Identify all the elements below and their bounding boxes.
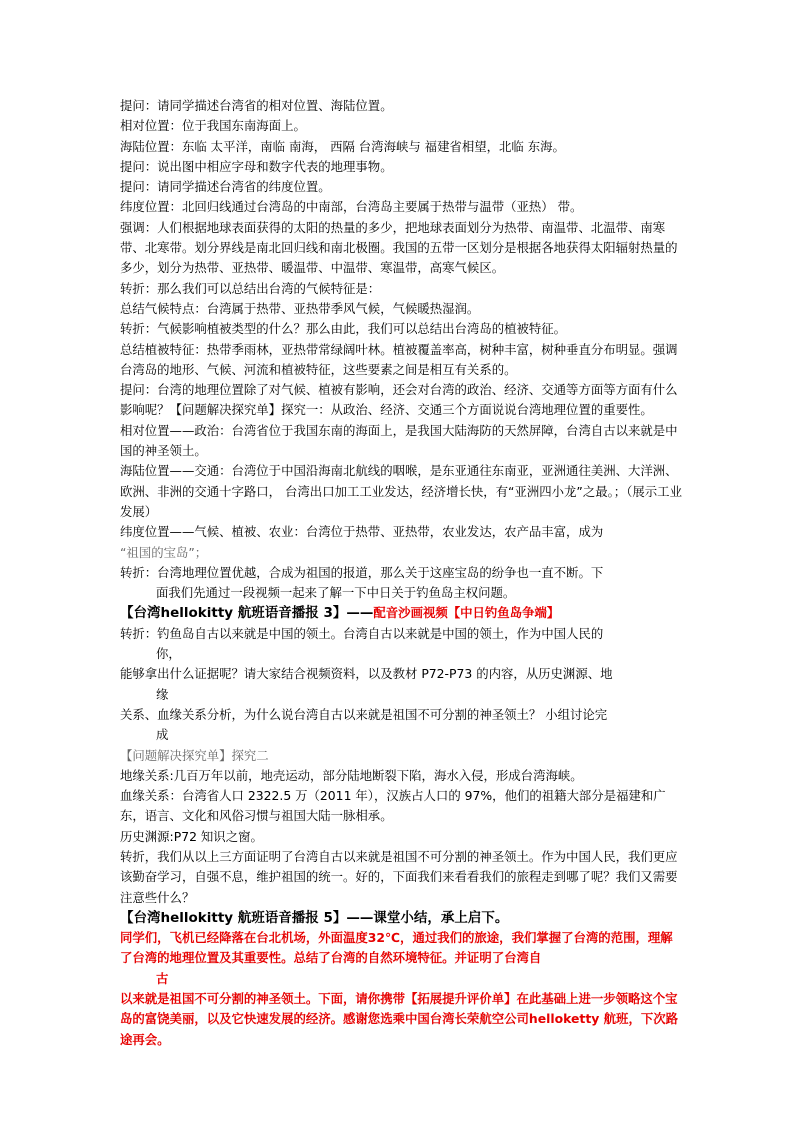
document-page [120,96,682,1050]
transition-line-wrap: 你， [156,646,181,662]
broadcast-3-heading: 【台湾hellokitty 航班语音播报 3】—— [120,605,374,622]
transport-paragraph: 海陆位置——交通：台湾位于中国沿海南北航线的咽喉，是东亚通往东南亚，亚洲通往美洲、大洋洲、欧洲、非洲的交通十字路口， 台湾出口加工工业发达，经济增长快，有“亚洲四小龙”之最。；（展示工业发展） [120,463,682,519]
transition-paragraph: 转折，我们从以上三方面证明了台湾自古以来就是祖国不可分割的神圣领土。作为中国人民，我们更应该勤奋学习，自强不息，维护祖国的统一。好的，下面我们来看看我们的旅程走到哪了呢？我们又需要注意些什么？ [120,848,678,905]
question-line: 提问：说出图中相应字母和数字代表的地理事物。 [120,158,393,174]
transition-line: 转折：钓鱼岛自古以来就是中国的领土。台湾自古以来就是中国的领土，作为中国人民的 [120,625,604,641]
climate-summary-line: 总结气候特点：台湾属于热带、亚热带季风气候，气候暖热湿润。 [120,300,480,316]
inquiry-2-heading: 【问题解决探究单】探究二 [120,747,269,763]
question-line: 能够拿出什么证据呢？请大家结合视频资料，以及教材 P72-P73 的内容，从历史渊源、地 [120,666,613,682]
geo-relation-line: 地缘关系:几百万年以前，地壳运动，部分陆地断裂下陷，海水入侵，形成台湾海峡。 [120,767,583,783]
question-line: 提问：请同学描述台湾省的相对位置、海陆位置。 [120,98,393,113]
discussion-line: 关系、血缘关系分析，为什么说台湾自古以来就是祖国不可分割的神圣领土？ 小组讨论完 [120,706,608,722]
agriculture-line: 纬度位置——气候、植被、农业：台湾位于热带、亚热带，农业发达，农产品丰富，成为 [120,524,604,540]
blood-relation-paragraph: 血缘关系：台湾省人口 2322.5 万（2011 年），汉族占人口的 97%，他们的祖籍大部分是福建和广东，语言、文化和风俗习惯与祖国大陆一脉相承。 [120,788,666,824]
closing-paragraph-continued: 以来就是祖国不可分割的神圣领土。下面，请你携带【拓展提升评价单】在此基础上进一步领略这个宝岛的富饶美丽，以及它快速发展的经济。感谢您选乘中国台湾长荣航空公司helloketty 航班，下次路途再会。 [120,991,679,1047]
question-line: 提问：请同学描述台湾省的纬度位置。 [120,179,331,195]
politics-paragraph: 相对位置——政治：台湾省位于我国东南的海面上，是我国大陆海防的天然屏障，台湾自古以来就是中国的神圣领土。 [120,422,678,459]
question-paragraph: 提问：台湾的地理位置除了对气候、植被有影响，还会对台湾的政治、经济、交通等方面等方面有什么影响呢？【问题解决探究单】探究一：从政治、经济、交通三个方面说说台湾地理位置的重要性。 [120,382,678,418]
discussion-line-wrap: 成 [156,727,169,743]
question-line-wrap: 缘 [156,686,169,702]
relative-position-line: 相对位置：位于我国东南海面上。 [120,118,306,134]
broadcast-3-line [120,603,682,623]
emphasis-paragraph: 强调：人们根据地球表面获得的太阳的热量的多少，把地球表面划分为热带、南温带、北温带、南寒带、北寒带。划分界线是南北回归线和南北极圈。我国的五带一区划分是根据各地获得太阳辐射热量的多少，划分为热带、亚热带、暖温带、中温带、寒温带，高寒气候区。 [120,219,678,276]
video-title: 配音沙画视频【中日钓鱼岛争端】 [373,605,560,621]
broadcast-5-heading: 【台湾hellokitty 航班语音播报 5】——课堂小结，承上启下。 [120,909,509,926]
transition-line: 转折：台湾地理位置优越，合成为祖国的报道，那么关于这座宝岛的纷争也一直不断。下 [120,564,604,580]
transition-line: 转折：气候影响植被类型的什么？那么由此，我们可以总结出台湾岛的植被特征。 [120,321,567,337]
history-line: 历史渊源:P72 知识之窗。 [120,828,263,844]
treasure-island-line: “祖国的宝岛”； [120,544,208,560]
latitude-position-line: 纬度位置：北回归线通过台湾岛的中南部，台湾岛主要属于热带与温带（亚热） 带。 [120,199,583,215]
vegetation-summary-paragraph: 总结植被特征：热带季雨林，亚热带常绿阔叶林。植被覆盖率高，树种丰富，树种垂直分布明显。强调台湾岛的地形、气候、河流和植被特征，这些要素之间是相互有关系的。 [120,341,678,377]
transition-line-continued: 面我们先通过一段视频一起来了解一下中日关于钓鱼岛主权问题。 [156,585,516,601]
closing-paragraph-wrap: 古 [156,970,169,986]
transition-line: 转折：那么我们可以总结出台湾的气候特征是： [120,280,381,296]
closing-paragraph: 同学们，飞机已经降落在台北机场，外面温度32℃，通过我们的旅途，我们掌握了台湾的范围，理解了台湾的地理位置及其重要性。总结了台湾的自然环境特征。并证明了台湾自 [120,930,673,966]
sea-land-position-line: 海陆位置：东临 太平洋，南临 南海， 西隔 台湾海峡与 福建省相望，北临 东海。 [120,138,565,154]
